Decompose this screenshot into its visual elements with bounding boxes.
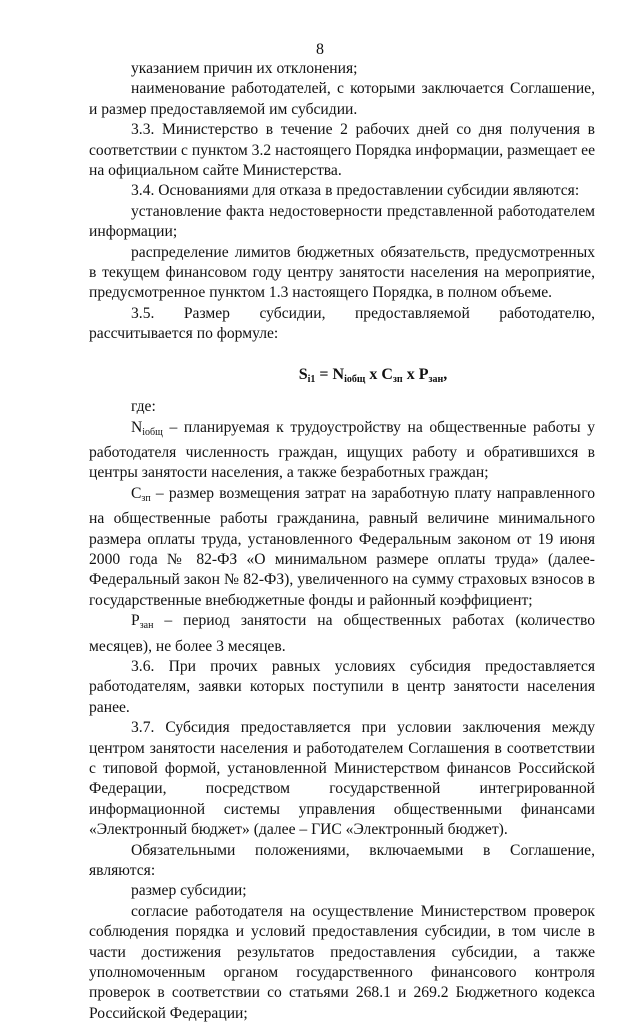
def-n-symbol: N <box>131 418 143 436</box>
paragraph: наименование работодателей, с которыми заключается Соглашение, и размер предоставляемой им субсидии. <box>89 80 595 118</box>
paragraph: 3.5. Размер субсидии, предоставляемой работодателю, рассчитывается по формуле: <box>89 304 595 343</box>
formula-c: C <box>381 365 393 383</box>
formula-c-subscript: зп <box>392 373 403 385</box>
def-n-subscript: iобщ <box>142 426 163 438</box>
def-p-text: – период занятости на общественных работах (количество месяцев), не более 3 месяцев. <box>89 612 595 655</box>
formula-n-subscript: iобщ <box>344 373 366 385</box>
formula-s: S <box>298 365 308 383</box>
definition-n <box>89 418 595 484</box>
definition-p <box>89 611 595 657</box>
formula-n: N <box>332 365 345 383</box>
formula-p-subscript: зан <box>428 373 444 385</box>
paragraph: 3.3. Министерство в течение 2 рабочих дней со дня получения в соответствии с пунктом 3.2 настоящего Порядка информации, размещает ее на официальном сайте Министерства. <box>89 121 595 180</box>
def-c-subscript: зп <box>141 492 151 504</box>
def-c-text: – размер возмещения затрат на заработную плату направленного на общественные работы гражданина, равный величине минимального размера оплаты труда, установленного Федеральным законом от 19 июня 2000 года № 82-ФЗ «О минимальном размере оплаты труда» (далее- Федеральный закон № 82-ФЗ), увеличенного на сумму страховых взносов в государственные внебюджетные фонды и районный коэффициент; <box>89 484 595 609</box>
def-c-symbol: C <box>131 484 142 502</box>
formula-multiply: x <box>402 365 419 383</box>
paragraph: размер субсидии; <box>131 882 247 900</box>
formula-comma: , <box>443 365 448 383</box>
paragraph: установление факта недостоверности представленной работодателем информации; <box>89 202 595 241</box>
def-p-symbol: P <box>131 612 140 630</box>
def-p-subscript: зан <box>139 620 154 632</box>
formula-s-subscript: i1 <box>307 373 316 385</box>
paragraph: 3.6. При прочих равных условиях субсидия предоставляется работодателям, заявки которых поступили в центр занятости населения ранее. <box>89 657 595 716</box>
paragraph: согласие работодателя на осуществление Министерством проверок соблюдения порядка и условий предоставления субсидии, в том числе в части достижения результатов предоставления субсидии, а также уполномоченным органом государственного финансового контроля проверок в соответствии со статьями 268.1 и 269.2 Бюджетного кодекса Российской Федерации; <box>89 902 595 1022</box>
page-number: 8 <box>316 41 324 58</box>
formula-p: P <box>418 365 429 383</box>
def-n-text: – планируемая к трудоустройству на общественные работы у работодателя численность граждан, ищущих работу и обратившихся в центры занятости населения, а также безработных граждан; <box>89 418 595 482</box>
definition-c <box>89 484 595 611</box>
paragraph: Обязательными положениями, включаемыми в Соглашение, являются: <box>89 841 595 880</box>
paragraph: указанием причин их отклонения; <box>131 60 358 77</box>
formula-equals: = <box>315 365 333 383</box>
document-body <box>89 59 595 1024</box>
paragraph: распределение лимитов бюджетных обязательств, предусмотренных в текущем финансовом году центру занятости населения на мероприятие, предусмотренное пунктом 1.3 настоящего Порядка, в полном объеме. <box>89 243 595 302</box>
formula-multiply: x <box>365 365 382 383</box>
paragraph: 3.4. Основаниями для отказа в предоставлении субсидии являются: <box>131 182 580 200</box>
paragraph: 3.7. Субсидия предоставляется при условии заключения между центром занятости населения и работодателем Соглашения в соответствии с типовой формой, установленной Министерством финансов Российской Федерации, посредством государственной интегрированной информационной системы управления общественными финансами «Электронный бюджет» (далее – ГИС «Электронный бюджет). <box>89 719 595 839</box>
subsidy-formula <box>89 365 595 390</box>
where-label: где: <box>131 398 156 416</box>
